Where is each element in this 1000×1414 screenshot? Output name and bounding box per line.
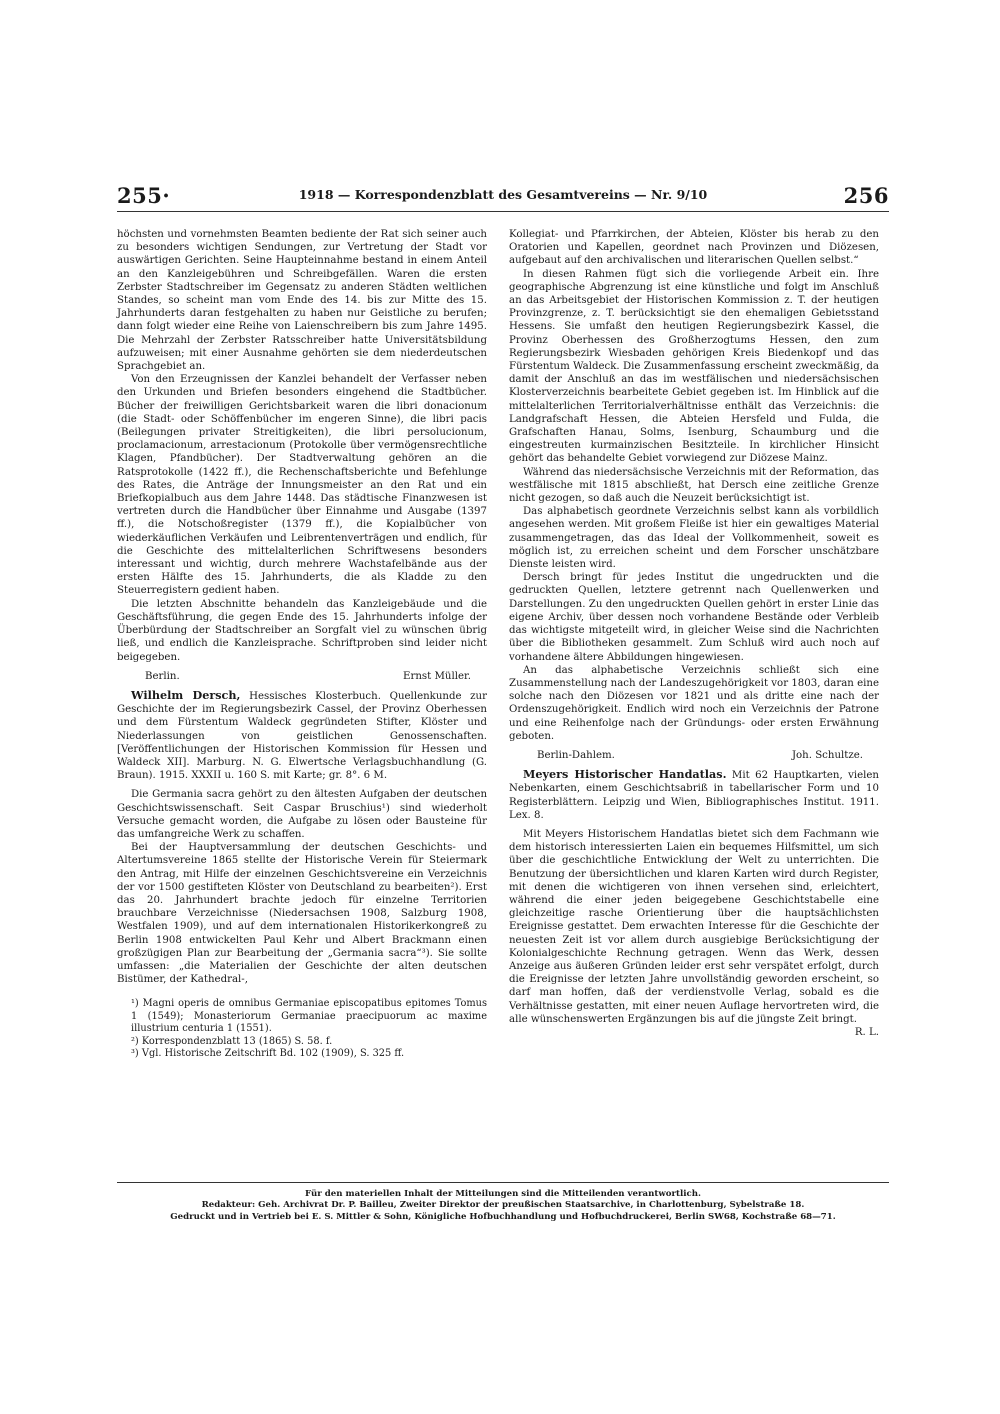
paragraph: Die letzten Abschnitte behandeln das Kanzleigebäude und die Geschäftsführung, die gegen Ende des 15. Jahrhunderts infolge der Überbürdung der Stadtschreiber an Sorgfalt viel zu wünschen übrig ließ, und endlich die Kanzleisprache. Schriftproben sind leider nicht beigegeben. — [117, 598, 487, 663]
paragraph-text: Mit Meyers Historischem Handatlas bietet sich dem Fachmann wie dem historisch interessierten Laien ein bequemes Hilfsmittel, um sich über die geschichtliche Entwicklung der Welt zu unterrichten. Die Benutzung der übersichtlichen und klaren Karten wird durch Register, mit denen die wichtigeren von ihnen versehen sind, erleichtert, während die einer jeden beigegebene Geschichtstabelle eine gleichzeitige rasche Orientierung über die hauptsächlichsten Ereignisse gestattet. Dem erwachten Interesse für die Geschichte der neuesten Zeit ist vor allem durch ausgiebige Berücksichtigung der Kolonialgeschichte Rechnung getragen. Wenn das Werk, dessen Anzeige aus äußeren Gründen leider erst sehr verspätet erfolgt, durch die Ereignisse der letzten Jahre unvollständig geworden erscheint, so darf man hoffen, daß der verdienstvolle Verlag, sobald es die Verhältnisse gestatten, mit einer neuen Auflage hervortreten wird, die alle wünschenswerten Ergänzungen bis auf die jüngste Zeit bringt. — [509, 828, 879, 1025]
review-author: Wilhelm Dersch, — [131, 687, 241, 702]
paragraph: höchsten und vornehmsten Beamten bediente der Rat sich seiner auch zu besonders wichtigen Sendungen, zur Vertretung der Stadt vor auswärtigen Gerichten. Seine Haupteinnahme bestand in einem Anteil an den Kanzleigebühren und Schreibgefällen. Waren die ersten Zerbster Stadtschreiber im Gegensatz zu anderen Städten weltlichen Standes, so scheint man vom Ende des 14. bis zur Mitte des 15. Jahrhunderts daran festgehalten zu haben nur Geistliche zu berufen; dann folgt wieder eine Reihe von Laienschreibern bis zum Jahre 1495. Die Mehrzahl der Zerbster Ratsschreiber hatte Universitätsbildung aufzuweisen; mit einer Ausnahme gehörten sie dem niederdeutschen Sprachgebiet an. — [117, 229, 487, 373]
footnote: ²) Korrespondenzblatt 13 (1865) S. 58. f. — [131, 1035, 333, 1047]
footnotes — [117, 998, 487, 1060]
review-heading — [117, 689, 487, 782]
paragraph — [509, 828, 879, 1038]
paragraph: In diesen Rahmen fügt sich die vorliegende Arbeit ein. Ihre geographische Abgrenzung ist eine künstliche und folgt im Anschluß an das Arbeitsgebiet der Historischen Kommission z. T. der heutigen Provinzgrenze, z. T. berücksichtigt sie den ehemaligen Gebietsstand Hessens. Sie umfaßt den heutigen Regierungsbezirk Kassel, die Provinz Oberhessen des Großherzogtums Hessen, den zum Regierungsbezirk Wiesbaden gehörigen Kreis Biedenkopf und das Fürstentum Waldeck. Die Zusammenfassung erscheint zweckmäßig, da damit der Anschluß an das im westfälischen und niedersächsischen Klosterverzeichnis bearbeitete Gebiet gegeben ist. Im Hinblick auf die mittelalterlichen Territorialverhältnisse enthält das Verzeichnis: die Landgrafschaft Hessen, die Abteien Hersfeld und Fulda, die Grafschaften Hanau, Solms, Isenburg, Schaumburg und die eingestreuten kurmainzischen Besitzteile. In kirchlicher Hinsicht gehört das behandelte Gebiet vorwiegend zur Diözese Mainz. — [509, 268, 879, 465]
paragraph: An das alphabetische Verzeichnis schließt sich eine Zusammenstellung nach der Landeszugehörigkeit vor 1803, daran eine solche nach den Diözesen vor 1821 und als dritte eine nach der Ordenszugehörigkeit. Endlich wird noch ein Verzeichnis der Patrone und eine Reihenfolge nach der Gründungs- oder ersten Erwähnung geboten. — [509, 664, 879, 742]
editor-line: Redakteur: Geh. Archivrat Dr. P. Bailleu, Zweiter Direktor der preußischen Staatsarchive, in Charlottenburg, Sybelstraße 18. — [201, 1200, 805, 1211]
running-title: 1918 — Korrespondenzblatt des Gesamtvereins — Nr. 9/10 — [298, 187, 708, 202]
header-rule — [117, 211, 889, 212]
right-column — [509, 228, 879, 1039]
paragraph: Kollegiat- und Pfarrkirchen, der Abteien, Klöster bis herab zu den Oratorien und Kapellen, geordnet nach Provinzen und Diözesen, aufgebaut auf den archivalischen und literarischen Quellen selbst.“ — [509, 229, 879, 267]
right-page-number: 256 — [843, 183, 889, 208]
footnote: ³) Vgl. Historische Zeitschrift Bd. 102 (1909), S. 325 ff. — [131, 1048, 405, 1059]
review-title: Meyers Historischer Handatlas. — [523, 767, 727, 782]
paragraph: Das alphabetisch geordnete Verzeichnis selbst kann als vorbildlich angesehen werden. Mit großem Fleiße ist hier ein gewaltiges Material zusammengetragen, das das Ideal der Vollkommenheit, soweit es möglich ist, zu erreichen scheint und dem Forscher unschätzbare Dienste leisten wird. — [509, 506, 879, 571]
footer-rule — [117, 1182, 889, 1183]
left-page-number: 255· — [117, 183, 171, 208]
responsibility-note: Für den materiellen Inhalt der Mitteilungen sind die Mitteilenden verantwortlich. — [305, 1189, 701, 1199]
signature-line — [117, 670, 487, 683]
signature-place: Berlin. — [145, 670, 180, 682]
review-heading — [509, 768, 879, 822]
left-column — [117, 228, 487, 1060]
paragraph: Während das niedersächsische Verzeichnis mit der Reformation, das westfälische mit 1815 abschließt, hat Dersch eine zeitliche Grenze nicht gezogen, so daß auch die Neuzeit berücksichtigt ist. — [509, 466, 879, 505]
paragraph: Dersch bringt für jedes Institut die ungedruckten und die gedruckten Quellen, letztere getrennt nach Quellenwerken und Darstellungen. Zu den ungedruckten Quellen gehört in erster Linie das eigene Archiv, über dessen noch vorhandene Bestände oder Verbleib das wichtigste mitgeteilt wird, in gleicher Weise sind die Nachrichten über die Bibliotheken gesammelt. Zum Schluß wird auch noch auf vorhandene ältere Abbildungen hingewiesen. — [509, 572, 879, 663]
reviewer-initials: R. L. — [854, 1026, 879, 1038]
printer-line: Gedruckt und in Vertrieb bei E. S. Mittler & Sohn, Königliche Hofbuchhandlung und Hofbuchdruckerei, Berlin SW68, Kochstraße 68—71. — [170, 1211, 836, 1222]
paragraph: Bei der Hauptversammlung der deutschen Geschichts- und Altertumsvereine 1865 stellte der Historische Verein für Steiermark den Antrag, mit Hilfe der einzelnen Geschichtsvereine ein Verzeichnis der vor 1500 gestifteten Klöster von Deutschland zu bearbeiten²). Erst das 20. Jahrhundert brachte jedoch für einzelne Territorien brauchbare Verzeichnisse (Niedersachsen 1908, Salzburg 1908, Westfalen 1909), und auf dem internationalen Historikerkongreß zu Berlin 1908 entwickelten Paul Kehr und Albert Brackmann einen großzügigen Plan zur Bearbeitung der „Germania sacra“³). Sie sollte umfassen: „die Materialien der Geschichte der alten deutschen Bistümer, der Kathedral-, — [117, 842, 487, 986]
signature-place: Berlin-Dahlem. — [537, 749, 615, 761]
signature-name: Joh. Schultze. — [791, 749, 863, 761]
signature-line — [509, 749, 879, 762]
review-bibliography: Mit 62 Hauptkarten, vielen Nebenkarten, einem Geschichtsabriß in tabellarischer Form und 10 Registerblättern. Leipzig und Wien, Bibliographisches Institut. 1911. Lex. 8. — [509, 770, 879, 821]
imprint-footer — [117, 1189, 889, 1223]
paragraph: Von den Erzeugnissen der Kanzlei behandelt der Verfasser neben den Urkunden und Briefen besonders eingehend die Stadtbücher. Bücher der freiwilligen Gerichtsbarkeit waren die libri donacionum (die Stadt- oder Schöffenbücher im engeren Sinne), die libri pacis (Beilegungen privater Streitigkeiten), die libri persolucionum, proclamacionum, arrestacionum (Protokolle über vermögensrechtliche Klagen, Pfandbücher). Der Stadtverwaltung gehören an die Ratsprotokolle (1422 ff.), die Rechenschaftsberichte und Befehlunge des Rates, die Anträge der Innungsmeister an den Rat und ein Briefkopialbuch aus dem Jahre 1448. Das städtische Finanzwesen ist vertreten durch die Handbücher über Einnahme und Ausgabe (1397 ff.), die Notschoßregister (1379 ff.), die Kopialbücher von wiederkäuflichen Verkäufen und Leibrentenverträgen und endlich, für die Geschichte des mittelalterlichen Schriftwesens besonders interessant und wichtig, durch mehrere Wachstafelbände aus der ersten Hälfte des 15. Jahrhunderts, die als Kladde zu den Steuerregistern gedient haben. — [117, 374, 487, 597]
paragraph: Die Germania sacra gehört zu den ältesten Aufgaben der deutschen Geschichtswissenschaft. Seit Caspar Bruschius¹) sind wiederholt Versuche gemacht worden, die Aufgabe zu lösen oder Bausteine für das umfangreiche Werk zu schaffen. — [117, 789, 487, 840]
page-header — [117, 183, 889, 213]
footnote: ¹) Magni operis de omnibus Germaniae episcopatibus epitomes Tomus 1 (1549); Monasteriorum Germaniae praecipuorum ac maxime illustrium centuria 1 (1551). — [131, 998, 487, 1035]
review-bibliography: Hessisches Klosterbuch. Quellenkunde zur Geschichte der im Regierungsbezirk Cassel, der Provinz Oberhessen und dem Fürstentum Waldeck gegründeten Stifter, Klöster und Niederlassungen von geistlichen Genossenschaften. [Veröffentlichungen der Historischen Kommission für Hessen und Waldeck XII]. Marburg. N. G. Elwertsche Verlagsbuchhandlung (G. Braun). 1915. XXXII u. 160 S. mit Karte; gr. 8°. 6 M. — [117, 690, 487, 782]
signature-name: Ernst Müller. — [403, 670, 471, 682]
